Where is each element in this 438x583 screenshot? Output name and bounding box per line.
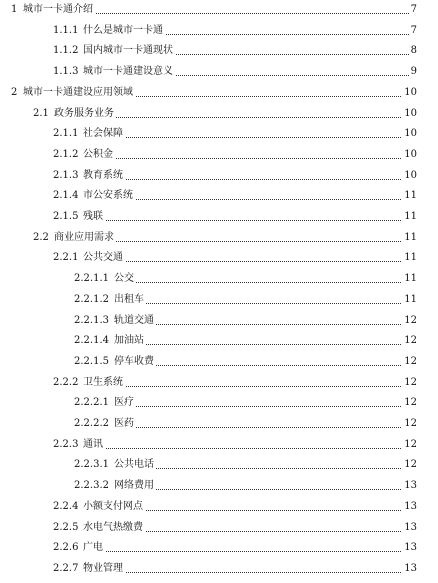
toc-entry-page: 10 bbox=[402, 105, 417, 123]
toc-dot-leader bbox=[113, 468, 409, 469]
toc-entry-title: 小额支付网点 bbox=[82, 498, 145, 516]
toc-entry-number: 2.2.2.1 bbox=[74, 397, 109, 409]
toc-entry-page: 12 bbox=[402, 394, 417, 412]
toc-entry-page: 11 bbox=[402, 187, 417, 205]
toc-entry-page: 11 bbox=[402, 270, 417, 288]
toc-entry[interactable] bbox=[0, 105, 438, 123]
toc-entry-page: 10 bbox=[402, 146, 417, 164]
toc-entry-number: 1.1.3 bbox=[53, 66, 79, 78]
toc-dot-leader bbox=[113, 303, 409, 304]
toc-entry-page: 12 bbox=[402, 312, 417, 330]
toc-entry-title: 卫生系统 bbox=[82, 374, 125, 392]
toc-entry-number: 2.2.1.3 bbox=[74, 314, 109, 326]
toc-dot-leader bbox=[113, 406, 409, 407]
toc-entry-page: 11 bbox=[402, 291, 417, 309]
toc-entry-title: 轨道交通 bbox=[113, 312, 156, 330]
toc-entry-title: 残联 bbox=[82, 208, 105, 226]
toc-dot-leader bbox=[82, 386, 409, 387]
toc-entry[interactable] bbox=[0, 63, 438, 81]
toc-entry[interactable] bbox=[0, 353, 438, 371]
toc-entry[interactable] bbox=[0, 270, 438, 288]
toc-entry-title: 公共电话 bbox=[113, 456, 156, 474]
toc-dot-leader bbox=[82, 448, 409, 449]
toc-entry[interactable] bbox=[0, 332, 438, 350]
toc-entry-page: 10 bbox=[402, 125, 417, 143]
toc-entry-page: 12 bbox=[402, 353, 417, 371]
toc-entry[interactable] bbox=[0, 394, 438, 412]
toc-entry-title: 网络费用 bbox=[113, 477, 156, 495]
toc-entry-title: 城市一卡通介绍 bbox=[22, 1, 95, 19]
toc-entry-number: 1 bbox=[11, 4, 18, 15]
toc-entry-title: 政务服务业务 bbox=[53, 105, 116, 123]
toc-entry-number: 2.2.7 bbox=[53, 562, 79, 574]
toc-entry[interactable] bbox=[0, 436, 438, 454]
toc-entry-number: 2.1.3 bbox=[53, 169, 79, 181]
toc-entry-title: 市公安系统 bbox=[82, 187, 135, 205]
toc-entry-title: 加油站 bbox=[113, 332, 146, 350]
toc-entry-number: 2.1.1 bbox=[53, 128, 79, 140]
toc-entry-page: 10 bbox=[402, 167, 417, 185]
toc-dot-leader bbox=[113, 427, 409, 428]
toc-entry-title: 商业应用需求 bbox=[53, 229, 116, 247]
toc-entry-title: 广电 bbox=[82, 539, 105, 557]
toc-entry-number: 1.1.2 bbox=[53, 45, 79, 57]
toc-entry[interactable] bbox=[0, 125, 438, 143]
toc-entry-page: 7 bbox=[409, 1, 417, 19]
toc-dot-leader bbox=[82, 158, 409, 159]
toc-dot-leader bbox=[82, 220, 409, 221]
toc-entry-page: 13 bbox=[402, 539, 417, 557]
toc-entry-page: 12 bbox=[402, 436, 417, 454]
toc-entry-title: 物业管理 bbox=[82, 560, 125, 578]
toc-entry-number: 2.2.3.1 bbox=[74, 459, 109, 471]
toc-entry-number: 2.1.2 bbox=[53, 148, 79, 160]
toc-entry-number: 2.2.2 bbox=[53, 376, 79, 388]
toc-entry-page: 12 bbox=[402, 332, 417, 350]
toc-entry[interactable] bbox=[0, 187, 438, 205]
toc-entry[interactable] bbox=[0, 374, 438, 392]
toc-entry[interactable] bbox=[0, 22, 438, 40]
toc-entry-title: 医药 bbox=[113, 415, 136, 433]
toc-entry[interactable] bbox=[0, 167, 438, 185]
toc-entry-title: 城市一卡通建设意义 bbox=[82, 63, 175, 81]
toc-entry-page: 11 bbox=[402, 208, 417, 226]
toc-entry-title: 城市一卡通建设应用领域 bbox=[22, 84, 135, 102]
toc-dot-leader bbox=[113, 344, 409, 345]
toc-dot-leader bbox=[82, 551, 409, 552]
toc-entry-page: 11 bbox=[402, 249, 417, 267]
toc-entry-title: 公交 bbox=[113, 270, 136, 288]
toc-entry-number: 2.2.1.2 bbox=[74, 293, 109, 305]
toc-entry-page: 8 bbox=[409, 42, 417, 60]
toc-entry-page: 13 bbox=[402, 560, 417, 578]
toc-entry[interactable] bbox=[0, 249, 438, 267]
toc-entry-number: 2.2.2.2 bbox=[74, 418, 109, 429]
toc-dot-leader bbox=[113, 282, 409, 283]
toc-entry-number: 2.2 bbox=[33, 231, 49, 243]
toc-entry-title: 水电气热缴费 bbox=[82, 519, 145, 537]
toc-entry[interactable] bbox=[0, 477, 438, 495]
toc-entry[interactable] bbox=[0, 146, 438, 164]
toc-dot-leader bbox=[82, 572, 409, 573]
toc-entry-title: 停车收费 bbox=[113, 353, 156, 371]
toc-entry-title: 公积金 bbox=[82, 146, 115, 164]
toc-entry-number: 2.2.1.1 bbox=[74, 273, 109, 285]
toc-entry-title: 出租车 bbox=[113, 291, 146, 309]
toc-entry[interactable] bbox=[0, 539, 438, 557]
toc-dot-leader bbox=[82, 261, 409, 262]
toc-entry-title: 社会保障 bbox=[82, 125, 125, 143]
toc-entry[interactable] bbox=[0, 312, 438, 330]
toc-dot-leader bbox=[113, 324, 409, 325]
toc-entry-page: 12 bbox=[402, 374, 417, 392]
toc-entry[interactable] bbox=[0, 291, 438, 309]
toc-entry-number: 2.2.6 bbox=[53, 542, 79, 554]
toc-entry-title: 什么是城市一卡通 bbox=[82, 22, 165, 40]
toc-entry[interactable] bbox=[0, 84, 438, 102]
toc-entry[interactable] bbox=[0, 498, 438, 516]
toc-entry-page: 13 bbox=[402, 519, 417, 537]
toc-entry-number: 2.1.5 bbox=[53, 211, 79, 222]
toc-entry-number: 2.1.4 bbox=[53, 190, 79, 202]
toc-entry-title: 医疗 bbox=[113, 394, 136, 412]
toc-entry-title: 国内城市一卡通现状 bbox=[82, 42, 175, 60]
toc-entry-title: 通讯 bbox=[82, 436, 105, 454]
toc-entry[interactable] bbox=[0, 1, 438, 19]
toc-entry-page: 13 bbox=[402, 477, 417, 495]
toc-entry-page: 7 bbox=[409, 22, 417, 40]
toc-entry-number: 2.2.1 bbox=[53, 252, 79, 264]
toc-entry[interactable] bbox=[0, 229, 438, 247]
toc-entry-number: 2.2.1.5 bbox=[74, 355, 109, 367]
toc-entry[interactable] bbox=[0, 456, 438, 474]
toc-entry-number: 2 bbox=[11, 86, 18, 98]
toc-entry-number: 2.2.4 bbox=[53, 500, 79, 512]
toc-dot-leader bbox=[82, 137, 409, 138]
toc-entry-page: 10 bbox=[402, 84, 417, 102]
toc-entry-page: 13 bbox=[402, 498, 417, 516]
toc-entry[interactable] bbox=[0, 560, 438, 578]
toc-dot-leader bbox=[82, 179, 409, 180]
toc-entry-title: 公共交通 bbox=[82, 249, 125, 267]
toc-entry-number: 2.2.1.4 bbox=[74, 335, 109, 347]
toc-dot-leader bbox=[113, 489, 409, 490]
toc-entry-number: 2.2.3.2 bbox=[74, 480, 109, 492]
toc-entry-page: 11 bbox=[402, 229, 417, 247]
toc-entry-number: 1.1.1 bbox=[53, 24, 79, 36]
toc-dot-leader bbox=[113, 365, 409, 366]
toc-entry-page: 12 bbox=[402, 415, 417, 433]
toc-entry[interactable] bbox=[0, 42, 438, 60]
toc-entry[interactable] bbox=[0, 519, 438, 537]
toc-entry-number: 2.1 bbox=[33, 107, 49, 119]
toc-entry-page: 9 bbox=[409, 63, 417, 81]
toc-entry-number: 2.2.5 bbox=[53, 521, 79, 533]
toc-entry[interactable] bbox=[0, 415, 438, 433]
toc-entry-page: 12 bbox=[402, 456, 417, 474]
toc-entry[interactable] bbox=[0, 208, 438, 226]
toc-entry-number: 2.2.3 bbox=[53, 438, 79, 450]
toc-entry-title: 教育系统 bbox=[82, 167, 125, 185]
